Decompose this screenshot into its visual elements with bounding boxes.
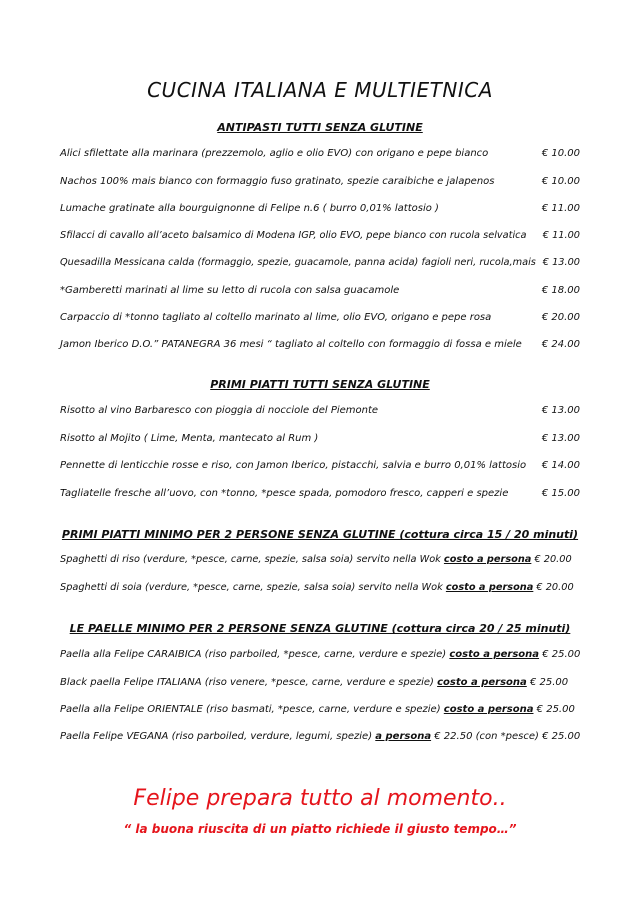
item-description: Paella alla Felipe CARAIBICA (riso parboiled, *pesce, carne, verdure e spezie) [60,649,450,660]
menu-item [60,460,580,474]
item-price: € 13.00 [542,257,580,268]
item-price: € 20.00 [533,582,574,593]
cost-label: costo a persona [437,677,527,688]
item-price: € 18.00 [541,285,580,296]
cost-label: costo a persona [445,582,534,593]
cost-label: costo a persona [443,704,534,715]
item-price: € 10.00 [541,176,580,187]
section-antipasti-heading: ANTIPASTI TUTTI SENZA GLUTINE [217,121,423,134]
menu-item [60,339,580,353]
menu-item [60,582,580,593]
menu-item [60,554,580,565]
menu-item [60,677,580,688]
menu-item [60,203,580,217]
item-price: € 10.00 [541,148,580,159]
item-description: Paella alla Felipe ORIENTALE (riso basmati, *pesce, carne, verdure e spezie) [60,704,444,715]
item-description: Sfilacci di cavallo all’aceto balsamico di Modena IGP, olio EVO, pepe bianco con rucola selvatica [60,230,527,241]
item-price: € 13.00 [541,405,580,416]
menu-item [60,312,580,326]
item-description: Pennette di lenticchie rosse e riso, con Jamon Iberico, pistacchi, salvia e burro 0,01% lattosio [60,460,527,471]
item-description: Paella Felipe VEGANA (riso parboiled, verdure, legumi, spezie) [60,731,376,742]
item-price: € 11.00 [541,203,580,214]
item-description: Risotto al Mojito ( Lime, Menta, mantecato al Rum ) [60,433,319,444]
item-description: Spaghetti di soia (verdure, *pesce, carne, spezie, salsa soia) servito nella Wok [60,582,446,593]
item-description: Lumache gratinate alla bourguignonne di Felipe n.6 ( burro 0,01% lattosio ) [60,203,439,214]
section-primi-min2-heading: PRIMI PIATTI MINIMO PER 2 PERSONE SENZA GLUTINE (cottura circa 15 / 20 minuti) [61,528,579,541]
menu-item [60,433,580,447]
menu-title: CUCINA ITALIANA E MULTIETNICA [147,78,493,102]
menu-item [60,285,580,299]
section-paelle-heading: LE PAELLE MINIMO PER 2 PERSONE SENZA GLUTINE (cottura circa 20 / 25 minuti) [69,622,571,635]
menu-item [60,731,580,742]
item-price: € 25.00 [526,677,569,688]
item-price: € 13.00 [541,433,580,444]
menu-item [60,649,580,660]
menu-item [60,230,580,244]
item-description: Risotto al vino Barbaresco con pioggia di nocciole del Piemonte [60,405,379,416]
slogan: Felipe prepara tutto al momento.. [133,786,507,811]
item-description: Quesadilla Messicana calda (formaggio, spezie, guacamole, panna acida) fagioli neri, rucola,mais [60,257,536,268]
menu-item [60,176,580,190]
menu-item [60,148,580,162]
menu-item [60,488,580,502]
item-description: Black paella Felipe ITALIANA (riso venere, *pesce, carne, verdure e spezie) [60,677,438,688]
item-price: € 15.00 [541,488,580,499]
item-price: € 25.00 [539,649,581,660]
item-description: *Gamberetti marinati al lime su letto di rucola con salsa guacamole [60,285,400,296]
item-price: € 11.00 [542,230,580,241]
item-price: € 20.00 [531,554,572,565]
menu-item [60,257,580,271]
item-description: Carpaccio di *tonno tagliato al coltello marinato al lime, olio EVO, origano e pepe rosa [60,312,492,323]
item-description: Spaghetti di riso (verdure, *pesce, carne, spezie, salsa soia) servito nella Wok [60,554,444,565]
item-description: Nachos 100% mais bianco con formaggio fuso gratinato, spezie caraibiche e jalapenos [60,176,495,187]
item-description: Tagliatelle fresche all’uovo, con *tonno, *pesce spada, pomodoro fresco, capperi e spezie [60,488,509,499]
item-description: Alici sfilettate alla marinara (prezzemolo, aglio e olio EVO) con origano e pepe bianco [60,148,489,159]
menu-item [60,405,580,419]
item-price: € 22.50 (con *pesce) € 25.00 [431,731,581,742]
item-price: € 25.00 [533,704,575,715]
cost-label: costo a persona [443,554,532,565]
menu-item [60,704,580,715]
section-primi-heading: PRIMI PIATTI TUTTI SENZA GLUTINE [210,378,430,391]
item-price: € 24.00 [541,339,580,350]
cost-label: a persona [375,731,432,742]
item-description: Jamon Iberico D.O.” PATANEGRA 36 mesi “ tagliato al coltello con formaggio di fossa e miele [60,339,522,350]
cost-label: costo a persona [449,649,540,660]
item-price: € 20.00 [541,312,580,323]
quote: “ la buona riuscita di un piatto richiede il giusto tempo…” [123,822,517,836]
item-price: € 14.00 [541,460,580,471]
